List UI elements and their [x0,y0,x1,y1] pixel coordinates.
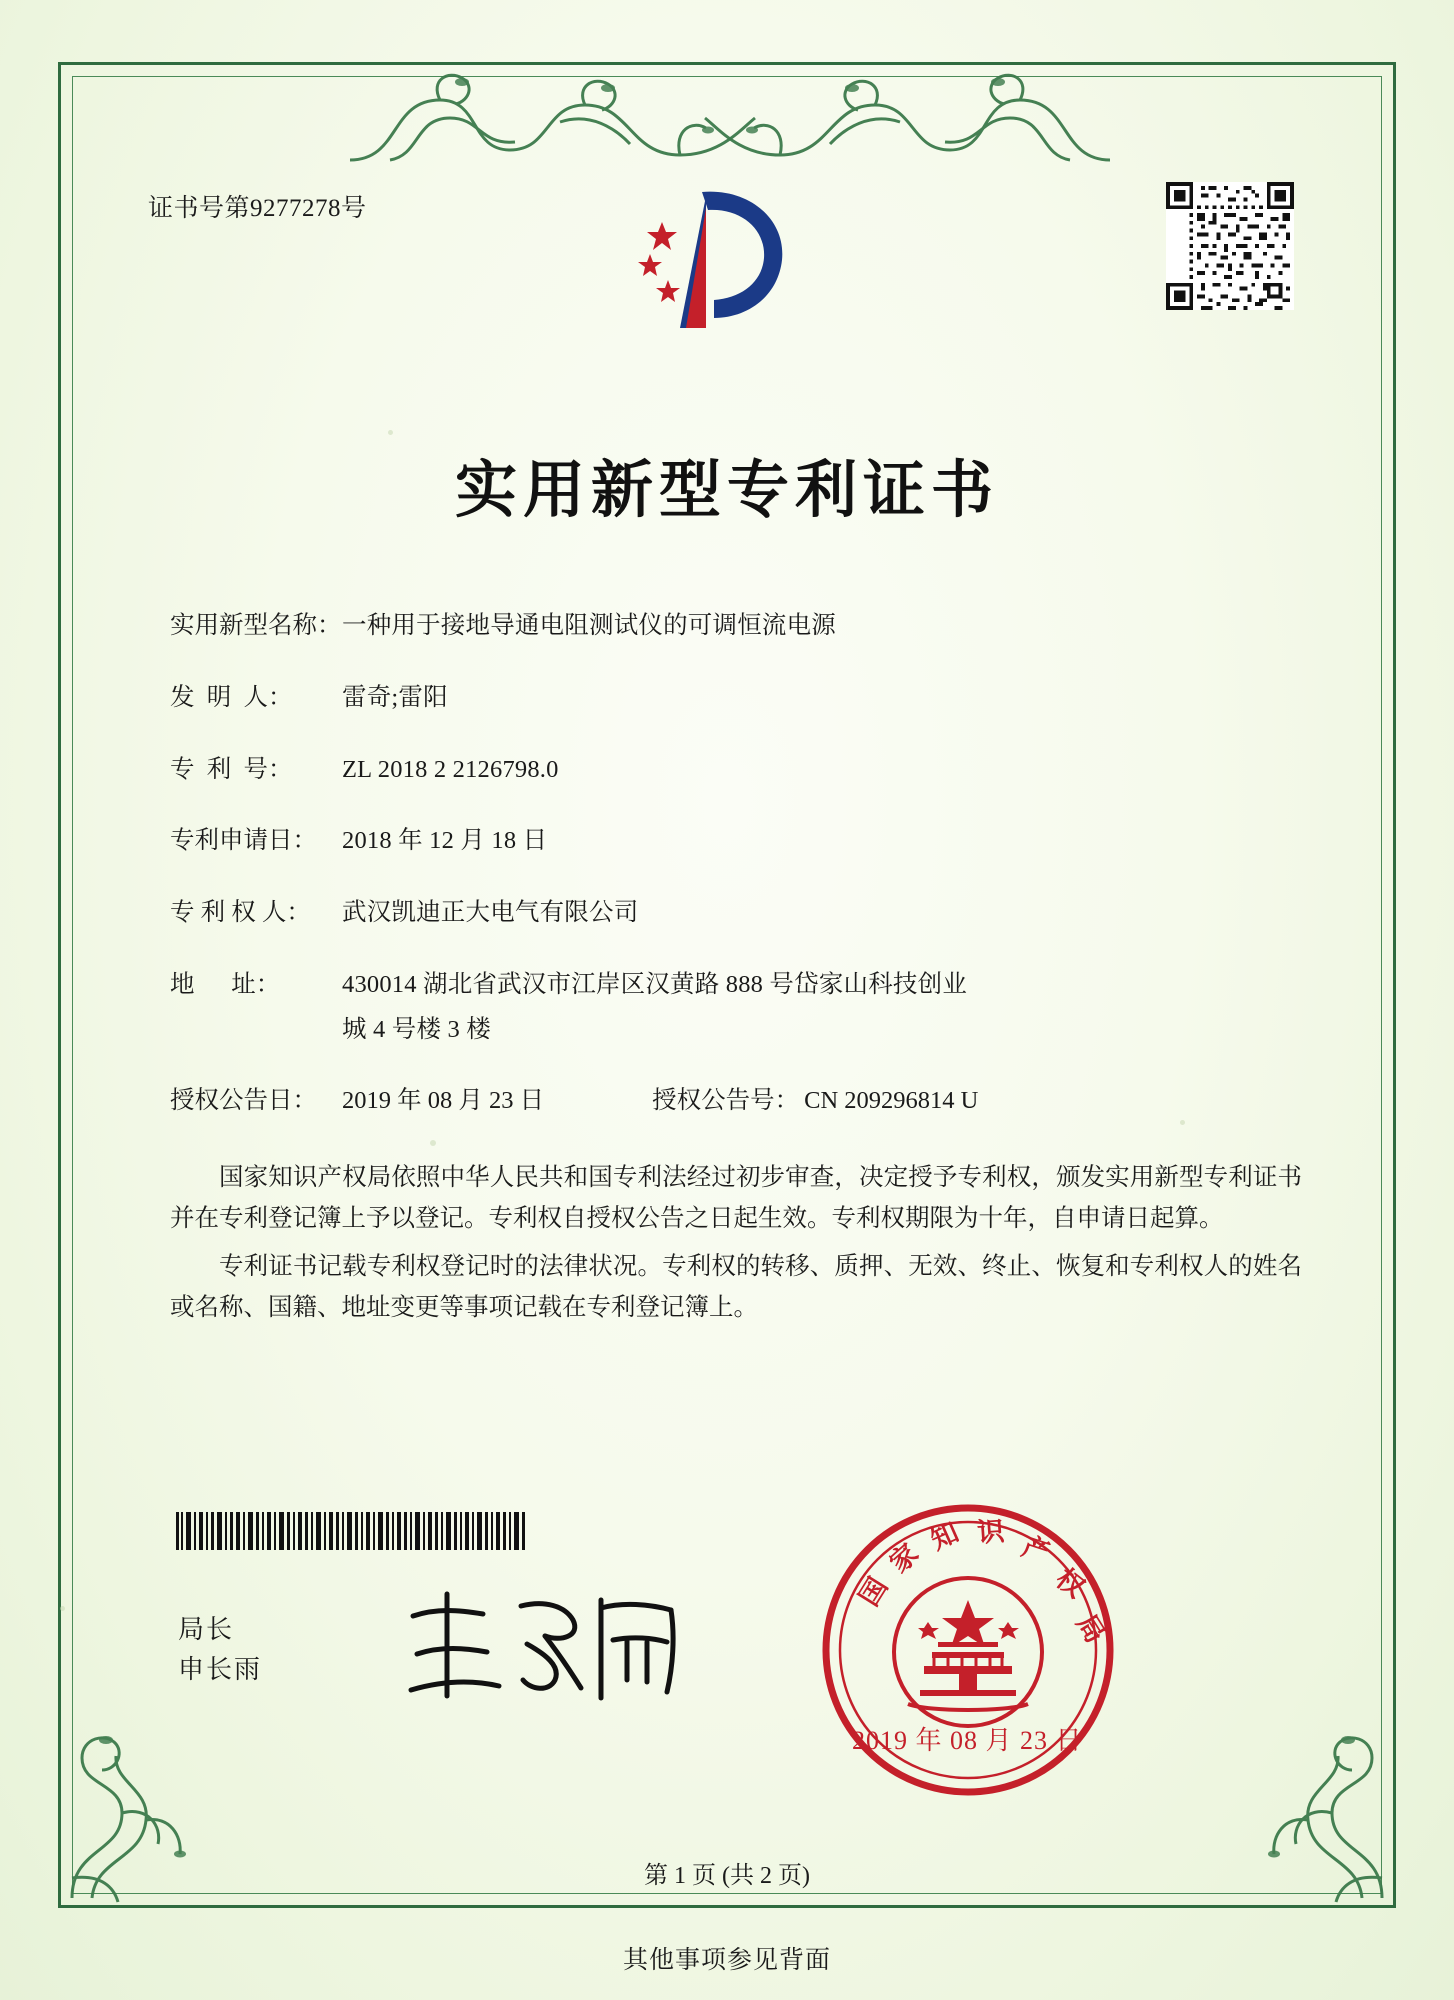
field-value-continued: 城 4 号楼 3 楼 [342,1015,491,1043]
paragraph-1: 国家知识产权局依照中华人民共和国专利法经过初步审查，决定授予专利权，颁发实用新型专利证书并在专利登记簿上予以登记。专利权自授权公告之日起生效。专利权期限为十年，自申请日起算。 [170,1164,1302,1232]
field-value: 武汉凯迪正大电气有限公司 [342,899,639,926]
legal-text [170,1158,1302,1337]
field-label: 地 址： [170,970,281,998]
field-value: 雷奇;雷阳 [342,683,448,711]
signatory-name: 申长雨 [178,1655,263,1685]
svg-text:国: 国 [853,1572,895,1612]
field-value: 430014 湖北省武汉市江岸区汉黄路 888 号岱家山科技创业 [342,970,968,998]
field-value: ZL 2018 2 2126798.0 [342,755,559,783]
field-label: 专利申请日： [170,827,317,855]
grant-number-label: 授权公告号： [652,1087,800,1115]
ornament-top-left-icon [330,60,760,170]
field-label: 专 利 权 人： [170,899,311,926]
signatory-block [178,1610,262,1691]
page-title: 实用新型专利证书 [454,453,999,526]
field-row-grant [170,1083,1304,1120]
page-number: 第 1 页 (共 2 页) [644,1863,810,1889]
field-label: 发 明 人： [170,683,293,711]
field-row [170,680,1304,717]
footer-note: 其他事项参见背面 [622,1947,831,1974]
handwritten-signature-icon [395,1580,695,1710]
paragraph-2: 专利证书记载专利权登记时的法律状况。专利权的转移、质押、无效、终止、恢复和专利权人的姓名或名称、国籍、地址变更等事项记载在专利登记簿上。 [170,1253,1302,1321]
svg-text:产: 产 [1017,1531,1054,1570]
seal-date: 2019 年 08 月 23 日 [852,1726,1083,1755]
grant-date-value: 2019 年 08 月 23 日 [342,1087,545,1115]
field-row [170,895,1304,932]
svg-text:局: 局 [1070,1609,1111,1649]
field-row [170,608,1304,645]
fields-list [170,608,1304,1155]
svg-text:知: 知 [926,1517,964,1557]
field-row-address [170,967,1304,1049]
paper-speck [60,1606,65,1611]
barcode-icon [176,1512,526,1550]
svg-text:权: 权 [1049,1563,1091,1605]
field-row [170,823,1304,860]
svg-text:识: 识 [976,1516,1006,1549]
field-row [170,752,1304,789]
field-value: 一种用于接地导通电阻测试仪的可调恒流电源 [342,612,836,639]
grant-date-label: 授权公告日： [170,1087,317,1115]
svg-text:家: 家 [883,1538,925,1580]
certificate-number: 证书号第9277278号 [148,195,367,222]
grant-number-value: CN 209296814 U [804,1087,979,1115]
field-label: 实用新型名称： [170,612,342,639]
qr-code-icon [1166,182,1294,310]
ornament-top-right-icon [700,60,1130,170]
field-value: 2018 年 12 月 18 日 [342,827,548,855]
field-label: 专 利 号： [170,755,293,783]
paper-speck [388,430,393,435]
cnipa-patent-logo-icon [610,178,800,338]
signatory-role: 局长 [178,1615,235,1644]
